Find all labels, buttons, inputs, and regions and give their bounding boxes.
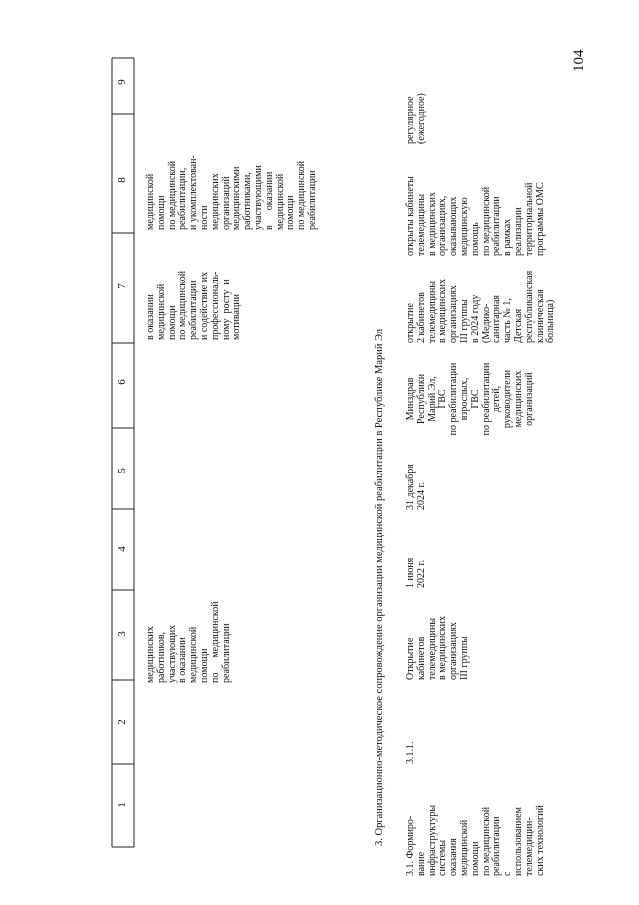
row-31-col-3: Открытие кабинетов телемедицины в медицинских организациях III группы (405, 616, 470, 680)
header-col-7: 7 (116, 283, 128, 289)
header-col-3: 3 (116, 631, 128, 637)
top-row-col-7: в оказании медицинской помощи по медицинской реабилитации и содействие их профессиональ- ному росту и мотивации (145, 270, 243, 340)
header-col-6: 6 (116, 379, 128, 385)
row-31-col-2: 3.1.1. (405, 741, 416, 764)
row-31-col-8: открыты кабинеты телемедицины в медицинских организациях, оказывающих медицинскую помощь по медицинской реабилитации в рамках реализации территориальной программы ОМС (405, 176, 546, 256)
page-number: 104 (571, 49, 587, 72)
top-row-col-8: медицинской помощи по медицинской реабилитации, и укомплектован- ности медицинских организаций медицинскими работниками, участвующими в оказании медицинской помощи по медицинской реабилитации (145, 155, 318, 230)
top-row-col-3: медицинских работников, участвующих в оказании медицинской помощи по медицинской реабилитации (145, 601, 232, 683)
header-col-9: 9 (116, 79, 128, 85)
section-title: 3. Организационно-методическое сопровождение организации медицинской реабилитации в Республике Марий Эл (374, 328, 385, 846)
row-31-col-4: 1 июня 2022 г. (405, 557, 427, 588)
row-31-col-5: 31 декабря 2024 г. (405, 464, 427, 510)
row-31-col-7: открытие 2 кабинетов телемедицины в медицинских организациях III группы в 2024 году (Медико- санитарная часть № 1, Детская республиканская клиническая больница) (405, 270, 557, 343)
header-col-5: 5 (116, 468, 128, 474)
row-31-col-9: регулярное (ежегодное) (405, 93, 427, 144)
row-31-col-6: Минздрав Республики Марий Эл, ГВС по реабилитации взрослых, ГВС по реабилитации детей, руководители медицинских организаций (405, 362, 535, 436)
header-col-1: 1 (116, 802, 128, 808)
row-31-col-1: 3.1. Формиро- вание инфраструктуры системы оказания медицинской помощи по медицинской реабилитации с использованием телемедицин- ских технологий (405, 804, 546, 876)
header-col-4: 4 (116, 546, 128, 552)
header-col-8: 8 (116, 177, 128, 183)
header-col-2: 2 (116, 719, 128, 725)
